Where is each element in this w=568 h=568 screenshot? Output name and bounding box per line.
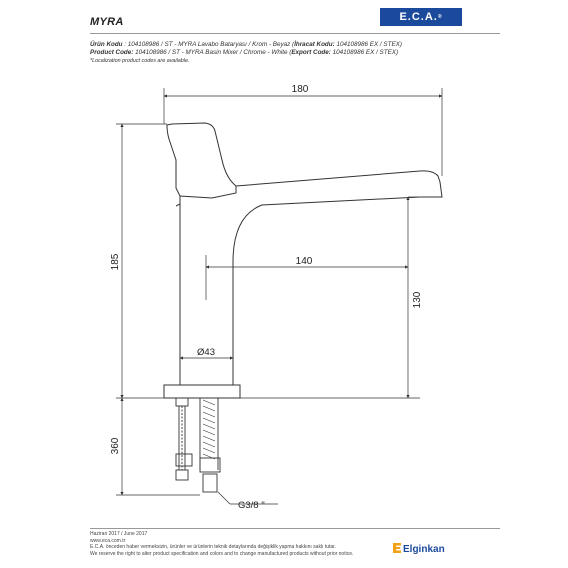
spout-top — [236, 171, 442, 197]
fitting-bottom — [203, 474, 217, 492]
dim-text-diameter: Ø43 — [197, 347, 215, 358]
en-label: Product Code: — [90, 49, 134, 56]
dim-text-thread: G3/8 '' — [238, 500, 265, 511]
footer-disclaimer-tr: E.C.A. önceden haber vermeksizin, ürünler ve ürünlerin teknik detaylarında değişiklik yapma hakkını saklı tutar. — [90, 544, 336, 551]
footer-text — [90, 531, 353, 557]
footer-website: www.eca.com.tr — [90, 537, 126, 544]
logo-text: E.C.A. — [399, 11, 438, 23]
spout-inner-curve — [233, 197, 420, 385]
footer-date: Haziran 2017 / June 2017 — [90, 531, 148, 537]
nut-left — [176, 454, 192, 466]
registered-mark: ® — [437, 14, 443, 20]
footer-disclaimer-en: We reserve the right to alter product specification and colors and to change manufactured products without prior notice. — [90, 550, 354, 557]
localization-note: *Localization product codes are available. — [90, 58, 190, 64]
dim-text-360: 360 — [110, 437, 121, 455]
elginkan-brand — [393, 543, 445, 555]
thread-leader — [218, 492, 230, 504]
stud-top — [176, 398, 188, 406]
nut-right — [200, 458, 220, 472]
hose-braid — [203, 400, 215, 459]
tr-label: Ürün Kodu — [90, 41, 123, 48]
dim-text-180: 180 — [291, 84, 309, 95]
handle-neck — [176, 196, 180, 206]
en-export-value: 104108986 EX / STEX) — [330, 49, 399, 56]
handle-shape — [167, 123, 236, 198]
elginkan-logo-icon — [393, 543, 401, 553]
product-title: MYRA — [90, 16, 124, 28]
tr-value: : 104108986 / ST - MYRA Lavabo Bataryası / Krom - Beyaz ( — [124, 41, 295, 48]
tr-export-value: 104108986 EX / STEX) — [334, 41, 402, 48]
dim-text-130: 130 — [412, 291, 423, 309]
base-plate — [164, 385, 240, 398]
dim-text-140: 140 — [295, 256, 313, 267]
dim-text-185: 185 — [110, 253, 121, 271]
footer-divider — [90, 528, 500, 529]
tr-export-label: İhracat Kodu: — [294, 41, 335, 48]
en-value: 104108986 / ST - MYRA Basin Mixer / Chrome - White ( — [133, 49, 292, 56]
brand-name: Elginkan — [403, 544, 445, 555]
hose-assembly — [176, 398, 220, 492]
en-export-label: Export Code: — [291, 49, 331, 56]
